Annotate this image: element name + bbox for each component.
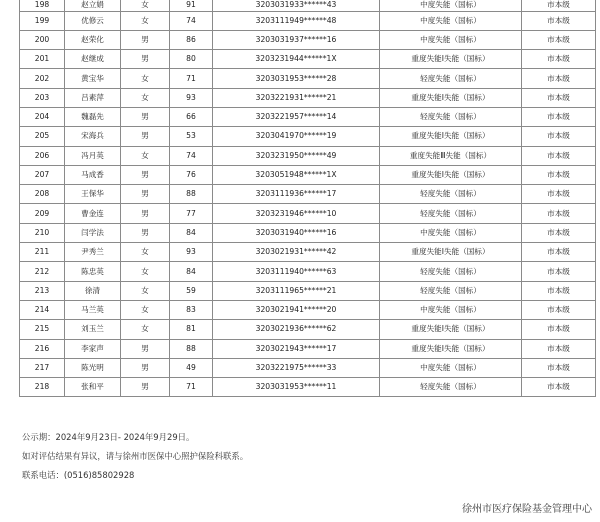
cell-name: 曹金连 <box>65 204 121 223</box>
cell-level: 轻度失能（国标） <box>380 185 522 204</box>
cell-region: 市本级 <box>522 320 596 339</box>
cell-gender: 女 <box>121 320 170 339</box>
assessment-table <box>19 0 596 397</box>
cell-name: 赵立娟 <box>65 0 121 11</box>
cell-id: 3203111965******21 <box>213 281 380 300</box>
cell-region: 市本级 <box>522 185 596 204</box>
cell-no: 210 <box>20 223 65 242</box>
cell-name: 张和平 <box>65 378 121 397</box>
cell-name: 冯月英 <box>65 146 121 165</box>
cell-region: 市本级 <box>522 0 596 11</box>
cell-no: 204 <box>20 107 65 126</box>
table-row <box>20 262 596 281</box>
cell-name: 徐清 <box>65 281 121 300</box>
objection-note: 如对评估结果有异议，请与徐州市医保中心照护保险科联系。 <box>22 451 249 461</box>
publicity-period: 公示期：2024年9月23日- 2024年9月29日。 <box>22 432 195 442</box>
cell-id: 3203221957******14 <box>213 107 380 126</box>
cell-no: 209 <box>20 204 65 223</box>
cell-level: 重度失能Ⅰ失能（国标） <box>380 243 522 262</box>
cell-level: 中度失能（国标） <box>380 223 522 242</box>
cell-gender: 男 <box>121 339 170 358</box>
cell-region: 市本级 <box>522 69 596 88</box>
cell-id: 3203231944******1X <box>213 50 380 69</box>
table-row <box>20 0 596 11</box>
cell-score: 93 <box>170 88 213 107</box>
cell-no: 213 <box>20 281 65 300</box>
contact-phone: 联系电话：(0516)85802928 <box>22 470 135 480</box>
cell-name: 闫学法 <box>65 223 121 242</box>
cell-id: 3203111940******63 <box>213 262 380 281</box>
cell-level: 重度失能Ⅰ失能（国标） <box>380 50 522 69</box>
cell-no: 203 <box>20 88 65 107</box>
cell-region: 市本级 <box>522 243 596 262</box>
table-row <box>20 243 596 262</box>
cell-level: 重度失能Ⅰ失能（国标） <box>380 339 522 358</box>
cell-gender: 女 <box>121 281 170 300</box>
cell-no: 208 <box>20 185 65 204</box>
cell-score: 80 <box>170 50 213 69</box>
cell-score: 91 <box>170 0 213 11</box>
cell-score: 88 <box>170 185 213 204</box>
cell-id: 3203041970******19 <box>213 127 380 146</box>
cell-no: 199 <box>20 11 65 30</box>
cell-region: 市本级 <box>522 281 596 300</box>
cell-region: 市本级 <box>522 378 596 397</box>
cell-score: 53 <box>170 127 213 146</box>
cell-region: 市本级 <box>522 223 596 242</box>
cell-id: 3203031953******11 <box>213 378 380 397</box>
cell-no: 212 <box>20 262 65 281</box>
cell-score: 83 <box>170 300 213 319</box>
cell-region: 市本级 <box>522 165 596 184</box>
table-row <box>20 300 596 319</box>
cell-gender: 女 <box>121 11 170 30</box>
cell-no: 198 <box>20 0 65 11</box>
cell-no: 217 <box>20 358 65 377</box>
cell-score: 81 <box>170 320 213 339</box>
cell-level: 轻度失能（国标） <box>380 107 522 126</box>
cell-gender: 女 <box>121 146 170 165</box>
cell-region: 市本级 <box>522 146 596 165</box>
cell-score: 71 <box>170 378 213 397</box>
cell-score: 84 <box>170 223 213 242</box>
cell-level: 轻度失能（国标） <box>380 281 522 300</box>
cell-level: 重度失能Ⅰ失能（国标） <box>380 165 522 184</box>
cell-score: 74 <box>170 11 213 30</box>
cell-name: 黄宝华 <box>65 69 121 88</box>
cell-name: 吕素萍 <box>65 88 121 107</box>
cell-gender: 女 <box>121 88 170 107</box>
cell-id: 3203111949******48 <box>213 11 380 30</box>
cell-gender: 男 <box>121 185 170 204</box>
cell-id: 3203231946******10 <box>213 204 380 223</box>
cell-id: 3203051948******1X <box>213 165 380 184</box>
cell-gender: 女 <box>121 262 170 281</box>
cell-gender: 男 <box>121 107 170 126</box>
cell-level: 中度失能（国标） <box>380 30 522 49</box>
cell-id: 3203231950******49 <box>213 146 380 165</box>
cell-region: 市本级 <box>522 30 596 49</box>
cell-level: 中度失能（国标） <box>380 300 522 319</box>
cell-name: 李家声 <box>65 339 121 358</box>
cell-id: 3203221931******21 <box>213 88 380 107</box>
cell-level: 轻度失能（国标） <box>380 69 522 88</box>
cell-name: 陈光明 <box>65 358 121 377</box>
issuing-organization: 徐州市医疗保险基金管理中心 <box>462 504 592 515</box>
table-row <box>20 378 596 397</box>
cell-region: 市本级 <box>522 358 596 377</box>
cell-name: 王保华 <box>65 185 121 204</box>
table-row <box>20 69 596 88</box>
cell-gender: 女 <box>121 69 170 88</box>
table-row <box>20 358 596 377</box>
cell-region: 市本级 <box>522 88 596 107</box>
table-row <box>20 50 596 69</box>
table-row <box>20 146 596 165</box>
cell-no: 205 <box>20 127 65 146</box>
cell-id: 3203031940******16 <box>213 223 380 242</box>
cell-score: 86 <box>170 30 213 49</box>
cell-no: 206 <box>20 146 65 165</box>
cell-score: 74 <box>170 146 213 165</box>
cell-gender: 男 <box>121 223 170 242</box>
cell-score: 76 <box>170 165 213 184</box>
cell-region: 市本级 <box>522 262 596 281</box>
cell-level: 中度失能（国标） <box>380 0 522 11</box>
cell-name: 赵继成 <box>65 50 121 69</box>
table-row <box>20 11 596 30</box>
table-row <box>20 204 596 223</box>
cell-no: 200 <box>20 30 65 49</box>
cell-level: 轻度失能（国标） <box>380 262 522 281</box>
table-row <box>20 165 596 184</box>
cell-no: 207 <box>20 165 65 184</box>
cell-level: 重度失能Ⅲ失能（国标） <box>380 146 522 165</box>
cell-level: 轻度失能（国标） <box>380 378 522 397</box>
cell-no: 202 <box>20 69 65 88</box>
cell-no: 215 <box>20 320 65 339</box>
cell-id: 3203111936******17 <box>213 185 380 204</box>
cell-score: 93 <box>170 243 213 262</box>
cell-name: 赵荣化 <box>65 30 121 49</box>
cell-score: 59 <box>170 281 213 300</box>
cell-region: 市本级 <box>522 11 596 30</box>
cell-name: 尹秀兰 <box>65 243 121 262</box>
cell-name: 魏磊先 <box>65 107 121 126</box>
cell-region: 市本级 <box>522 204 596 223</box>
cell-region: 市本级 <box>522 50 596 69</box>
cell-gender: 男 <box>121 127 170 146</box>
cell-level: 重度失能Ⅰ失能（国标） <box>380 320 522 339</box>
cell-gender: 女 <box>121 300 170 319</box>
cell-id: 3203021941******20 <box>213 300 380 319</box>
cell-no: 201 <box>20 50 65 69</box>
cell-gender: 男 <box>121 50 170 69</box>
cell-name: 陈忠英 <box>65 262 121 281</box>
cell-name: 宋海兵 <box>65 127 121 146</box>
cell-score: 84 <box>170 262 213 281</box>
table-row <box>20 88 596 107</box>
cell-gender: 男 <box>121 165 170 184</box>
cell-level: 重度失能Ⅰ失能（国标） <box>380 127 522 146</box>
table-row <box>20 30 596 49</box>
table-row <box>20 107 596 126</box>
cell-id: 3203021936******62 <box>213 320 380 339</box>
table-body <box>20 0 596 397</box>
cell-gender: 女 <box>121 0 170 11</box>
cell-name: 马兰英 <box>65 300 121 319</box>
cell-id: 3203221975******33 <box>213 358 380 377</box>
cell-id: 3203031937******16 <box>213 30 380 49</box>
table-row <box>20 281 596 300</box>
cell-no: 216 <box>20 339 65 358</box>
table-row <box>20 223 596 242</box>
cell-score: 49 <box>170 358 213 377</box>
cell-no: 211 <box>20 243 65 262</box>
table-row <box>20 127 596 146</box>
cell-no: 214 <box>20 300 65 319</box>
table-row <box>20 339 596 358</box>
cell-name: 优修云 <box>65 11 121 30</box>
cell-gender: 男 <box>121 358 170 377</box>
cell-id: 3203021931******42 <box>213 243 380 262</box>
cell-level: 重度失能Ⅰ失能（国标） <box>380 88 522 107</box>
cell-id: 3203031933******43 <box>213 0 380 11</box>
cell-level: 轻度失能（国标） <box>380 204 522 223</box>
cell-score: 88 <box>170 339 213 358</box>
cell-gender: 男 <box>121 30 170 49</box>
table-row <box>20 185 596 204</box>
cell-no: 218 <box>20 378 65 397</box>
cell-level: 中度失能（国标） <box>380 358 522 377</box>
cell-id: 3203031953******28 <box>213 69 380 88</box>
cell-score: 71 <box>170 69 213 88</box>
cell-id: 3203021943******17 <box>213 339 380 358</box>
cell-gender: 男 <box>121 204 170 223</box>
cell-name: 马成香 <box>65 165 121 184</box>
cell-gender: 女 <box>121 243 170 262</box>
cell-region: 市本级 <box>522 127 596 146</box>
cell-level: 中度失能（国标） <box>380 11 522 30</box>
cell-name: 刘玉兰 <box>65 320 121 339</box>
cell-region: 市本级 <box>522 300 596 319</box>
table-row <box>20 320 596 339</box>
cell-gender: 男 <box>121 378 170 397</box>
cell-region: 市本级 <box>522 339 596 358</box>
cell-region: 市本级 <box>522 107 596 126</box>
cell-score: 66 <box>170 107 213 126</box>
cell-score: 77 <box>170 204 213 223</box>
